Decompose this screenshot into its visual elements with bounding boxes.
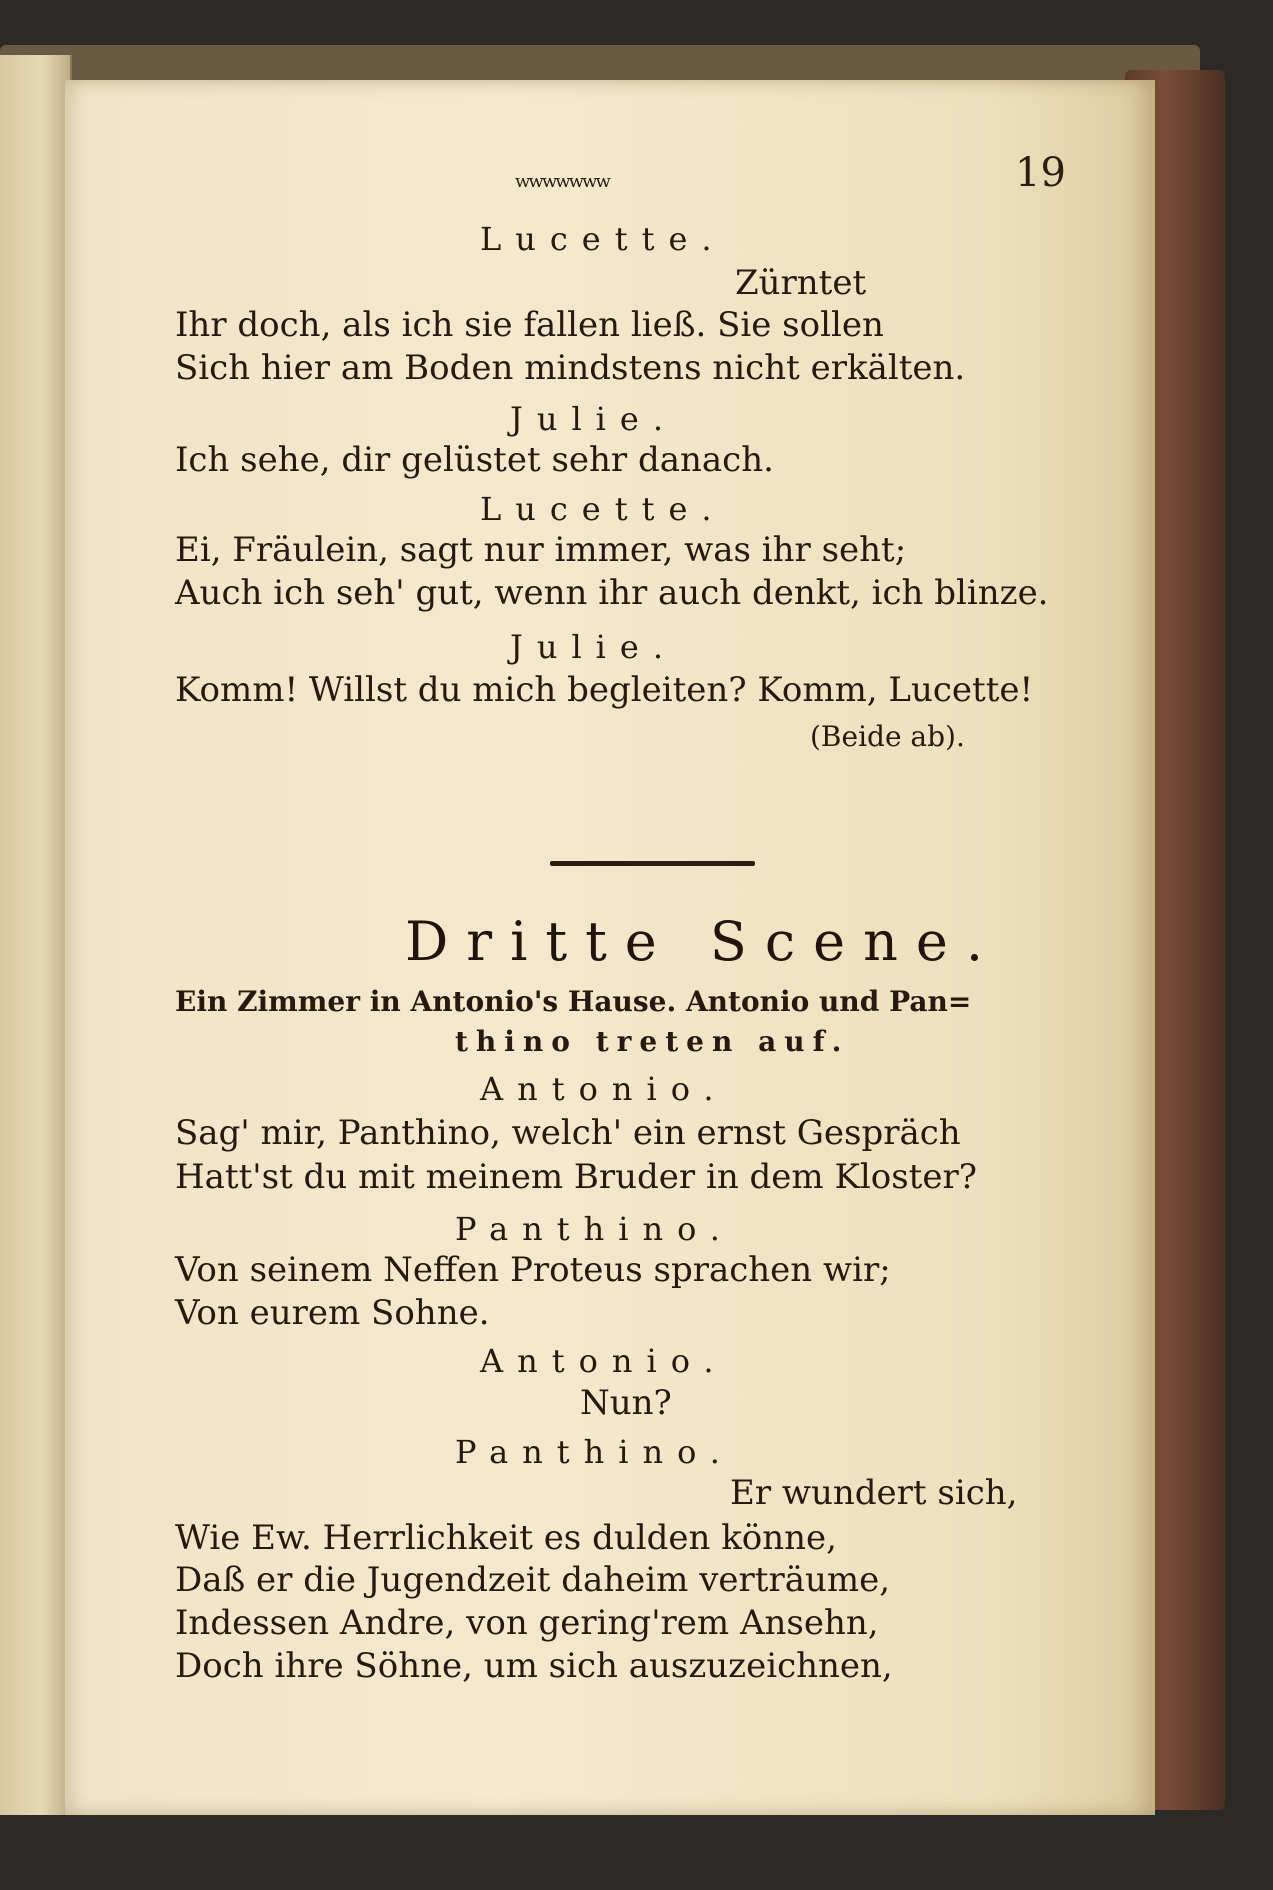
book-page: [65, 80, 1155, 1815]
speaker-name: Antonio.: [480, 1342, 728, 1380]
book-cover-top: [0, 45, 1200, 85]
scene-title: Dritte Scene.: [405, 910, 1001, 973]
speaker-name: Lucette.: [480, 490, 726, 528]
header-ornament: wwwwwww: [515, 171, 609, 192]
section-rule: [550, 861, 755, 866]
verse-line: Nun?: [580, 1383, 672, 1423]
verse-line: Daß er die Jugendzeit daheim verträume,: [175, 1560, 891, 1600]
verse-line: Von eurem Sohne.: [175, 1293, 490, 1333]
verse-line: Ei, Fräulein, sagt nur immer, was ihr seht;: [175, 530, 907, 570]
verse-line: Ihr doch, als ich sie fallen ließ. Sie sollen: [175, 305, 884, 345]
verse-line: Komm! Willst du mich begleiten? Komm, Lucette!: [175, 670, 1034, 710]
facing-page: [0, 55, 72, 1815]
verse-line: Indessen Andre, von gering'rem Ansehn,: [175, 1603, 879, 1643]
speaker-name: Julie.: [510, 628, 678, 666]
verse-line: Sich hier am Boden mindstens nicht erkälten.: [175, 348, 966, 388]
verse-line: Sag' mir, Panthino, welch' ein ernst Gespräch: [175, 1113, 961, 1153]
verse-line: Doch ihre Söhne, um sich auszuzeichnen,: [175, 1646, 893, 1686]
verse-line: Wie Ew. Herrlichkeit es dulden könne,: [175, 1518, 837, 1558]
stage-direction: thino treten auf.: [455, 1025, 850, 1058]
verse-line: Er wundert sich,: [730, 1473, 1018, 1513]
page-number: 19: [1015, 150, 1066, 196]
speaker-name: Antonio.: [480, 1070, 728, 1108]
speaker-name: Panthino.: [455, 1210, 734, 1248]
speaker-name: Lucette.: [480, 220, 726, 258]
verse-line: Von seinem Neffen Proteus sprachen wir;: [175, 1250, 891, 1290]
speaker-name: Panthino.: [455, 1433, 734, 1471]
verse-line: Hatt'st du mit meinem Bruder in dem Kloster?: [175, 1157, 977, 1197]
verse-line: Ich sehe, dir gelüstet sehr danach.: [175, 440, 774, 480]
stage-exit: (Beide ab).: [810, 720, 965, 753]
verse-line: Auch ich seh' gut, wenn ihr auch denkt, ich blinze.: [175, 573, 1049, 613]
stage-direction: Ein Zimmer in Antonio's Hause. Antonio und Pan=: [175, 985, 972, 1018]
verse-line: Zürntet: [735, 263, 867, 303]
speaker-name: Julie.: [510, 400, 678, 438]
